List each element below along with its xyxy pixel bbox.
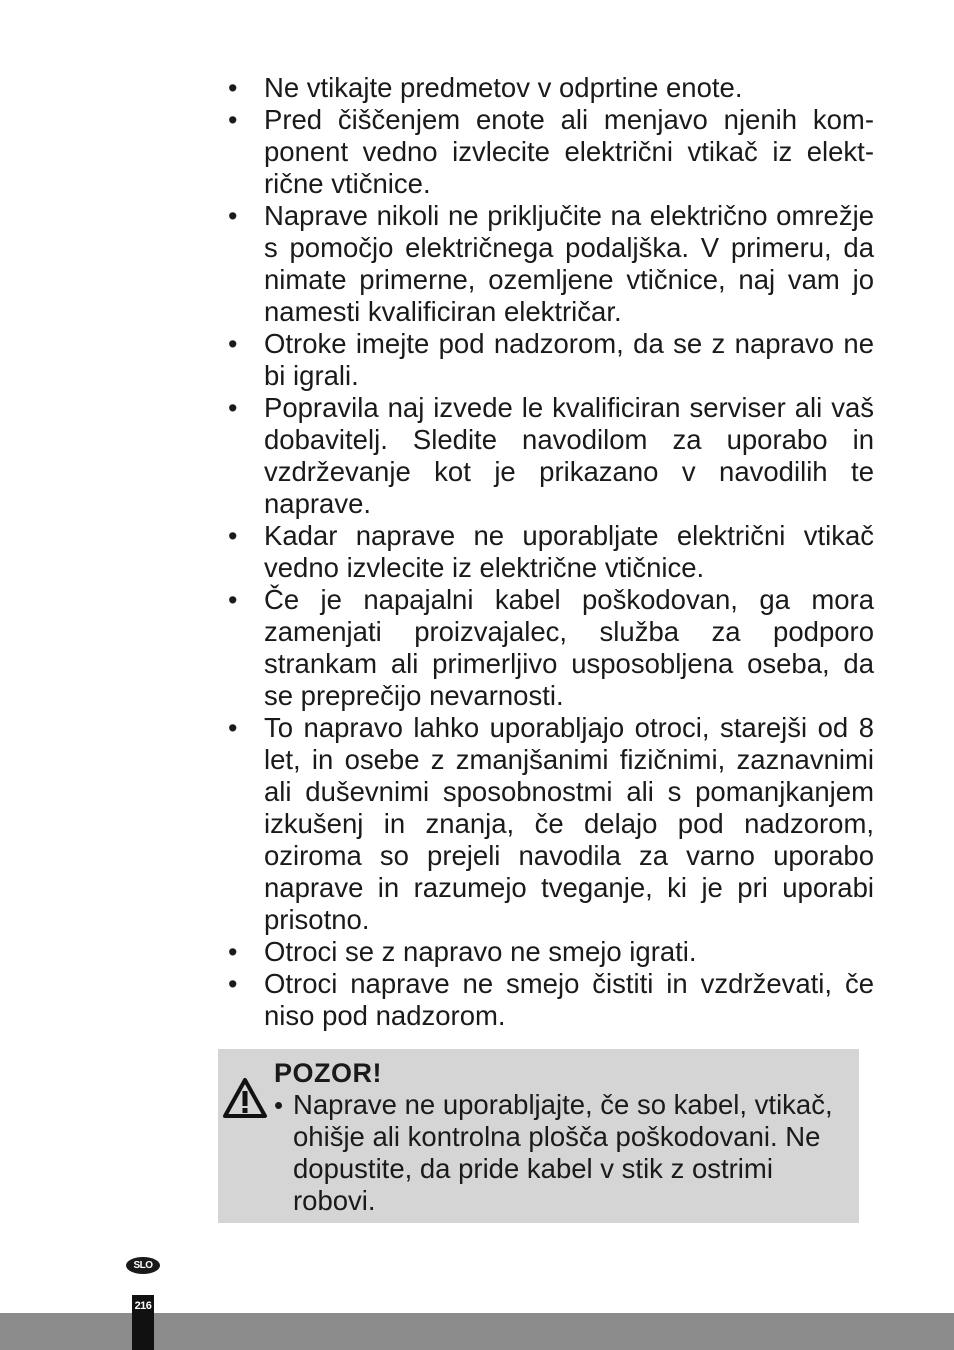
bullet-icon: • [228,521,238,551]
list-item-text: Kadar naprave ne uporabljate električni vtikač vedno izvlecite iz električne vtičnice. [264,520,874,583]
warning-text: Naprave ne uporabljajte, če so kabel, vtikač, ohišje ali kontrolna plošča poškodovani. Ne dopustite, da pride kabel v stik z ostrimi robovi. [293,1089,833,1216]
bullet-icon: • [228,969,238,999]
list-item-text: Otroci se z napravo ne smejo igrati. [264,936,697,967]
list-item [222,712,874,936]
bullet-icon: • [228,713,238,743]
list-item-text: Če je napajalni kabel poškodovan, ga mora zamenjati proizvajalec, služba za podporo strankam ali primerljivo usposobljena oseba, da se preprečijo nevarnosti. [264,584,874,711]
bullet-icon: • [228,329,238,359]
list-item-text: Otroke imejte pod nadzorom, da se z napravo ne bi igrali. [264,328,874,391]
bullet-icon: • [228,73,238,103]
list-item [222,968,874,1032]
bullet-icon: • [228,105,238,135]
list-item [222,72,874,104]
list-item [222,584,874,712]
list-item [222,328,874,392]
list-item-text: Naprave nikoli ne priključite na električno omrežje s pomočjo električnega podaljška. V primeru, da nimate primerne, ozemljene vtičnice, naj vam jo namesti kvalificiran električar. [264,200,874,327]
list-item [222,520,874,584]
language-badge: SLO [126,1257,160,1274]
warning-title: POZOR! [274,1058,382,1088]
list-item [222,392,874,520]
safety-bullet-list [222,72,874,1032]
list-item-text: To napravo lahko uporabljajo otroci, starejši od 8 let, in osebe z zmanjšanimi fizičnimi, zaznavnimi ali duševnimi sposobnostmi ali s pomanjkanjem izkušenj in znanja, če delajo pod nadzorom, oziroma so prejeli navodila za varno uporabo naprave in razumejo tveganje, ki je pri uporabi prisotno. [264,712,874,935]
bullet-icon: • [274,1090,284,1120]
bullet-icon: • [228,201,238,231]
warning-triangle-icon [222,1077,268,1119]
bullet-icon: • [228,585,238,615]
list-item-text: Popravila naj izvede le kvalificiran serviser ali vaš dobavitelj. Sledite navodilom za uporabo in vzdrževanje kot je prikazano v navodilih te naprave. [264,392,874,519]
list-item [222,104,874,200]
list-item [222,936,874,968]
list-item-text: Otroci naprave ne smejo čistiti in vzdrževati, če niso pod nadzorom. [264,968,874,1031]
bullet-icon: • [228,393,238,423]
bullet-icon: • [228,937,238,967]
list-item [222,200,874,328]
warning-box [218,1049,859,1223]
list-item-text: Ne vtikajte predmetov v odprtine enote. [264,72,743,103]
page-number: 216 [132,1295,154,1350]
list-item-text: Pred čiščenjem enote ali menjavo njenih komponent vedno izvlecite električni vtikač iz električne vtičnice. [264,104,874,199]
